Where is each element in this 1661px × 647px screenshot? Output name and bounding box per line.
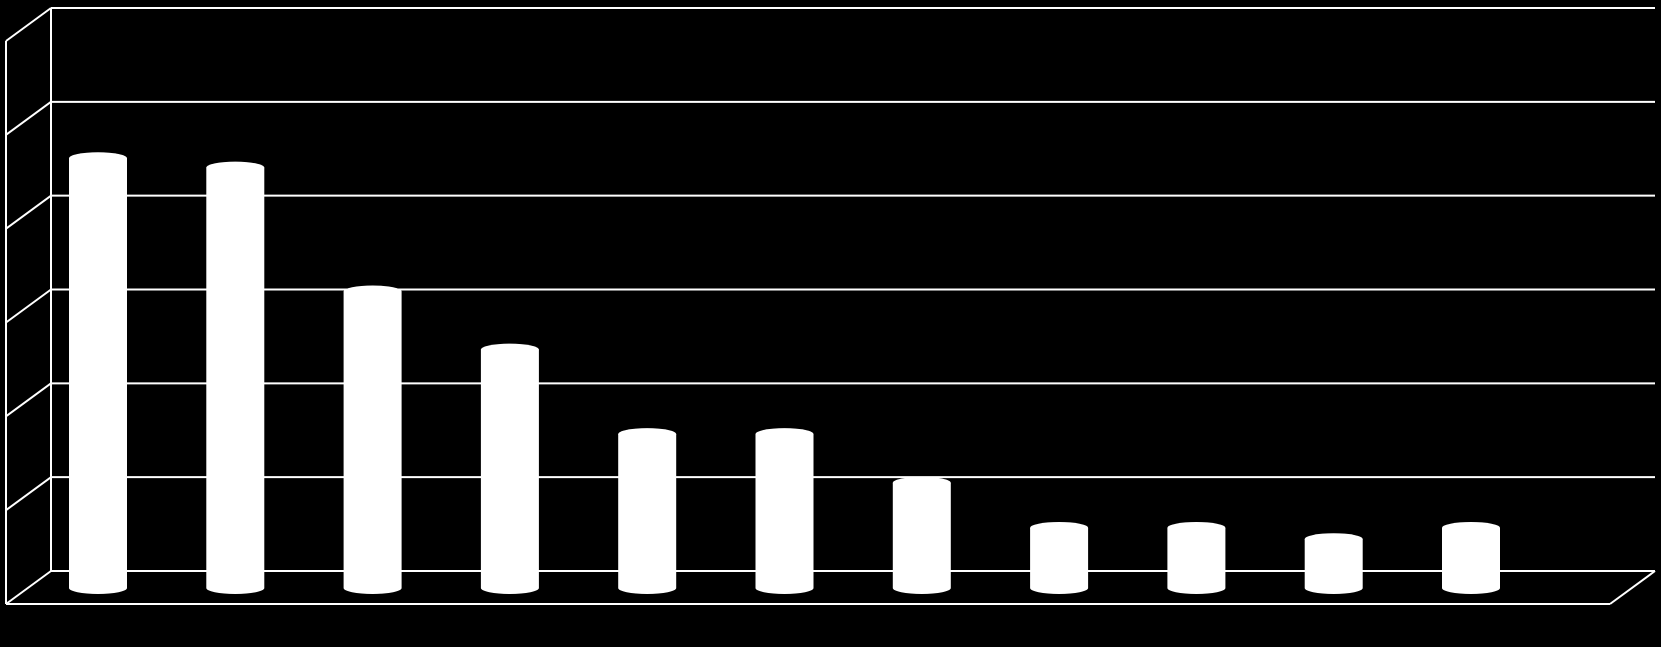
bar-body	[1030, 528, 1088, 594]
bar	[344, 285, 402, 594]
bar-top	[69, 152, 127, 164]
bar-body	[893, 483, 951, 594]
bar-top	[618, 428, 676, 440]
bar	[481, 344, 539, 594]
bar-body	[206, 168, 264, 594]
bars	[69, 152, 1500, 594]
bar	[618, 428, 676, 594]
bar-body	[481, 350, 539, 594]
bar-top	[344, 285, 402, 297]
bar-body	[1305, 539, 1363, 594]
bar-body	[1442, 528, 1500, 594]
bar	[1305, 533, 1363, 594]
bar-body	[756, 434, 814, 594]
side-wall-gridline	[6, 8, 51, 41]
bar-top	[1167, 522, 1225, 534]
bar-top	[893, 477, 951, 489]
side-wall-gridline	[6, 102, 51, 135]
bar	[756, 428, 814, 594]
bar-body	[344, 291, 402, 594]
bar	[1167, 522, 1225, 594]
side-wall-gridline	[6, 290, 51, 323]
bar	[893, 477, 951, 594]
side-wall-gridline	[6, 196, 51, 229]
bar-top	[756, 428, 814, 440]
bar-top	[1030, 522, 1088, 534]
bar	[69, 152, 127, 594]
bar	[206, 162, 264, 594]
bar-top	[1442, 522, 1500, 534]
bar-top	[206, 162, 264, 174]
side-wall-gridline	[6, 477, 51, 510]
floor-right-edge	[1610, 571, 1655, 604]
bar	[1442, 522, 1500, 594]
bar-top	[481, 344, 539, 356]
bar-body	[1167, 528, 1225, 594]
bar-body	[618, 434, 676, 594]
bar-top	[1305, 533, 1363, 545]
side-wall-gridline	[6, 571, 51, 604]
bar	[1030, 522, 1088, 594]
bar-body	[69, 158, 127, 594]
side-wall-gridline	[6, 383, 51, 416]
